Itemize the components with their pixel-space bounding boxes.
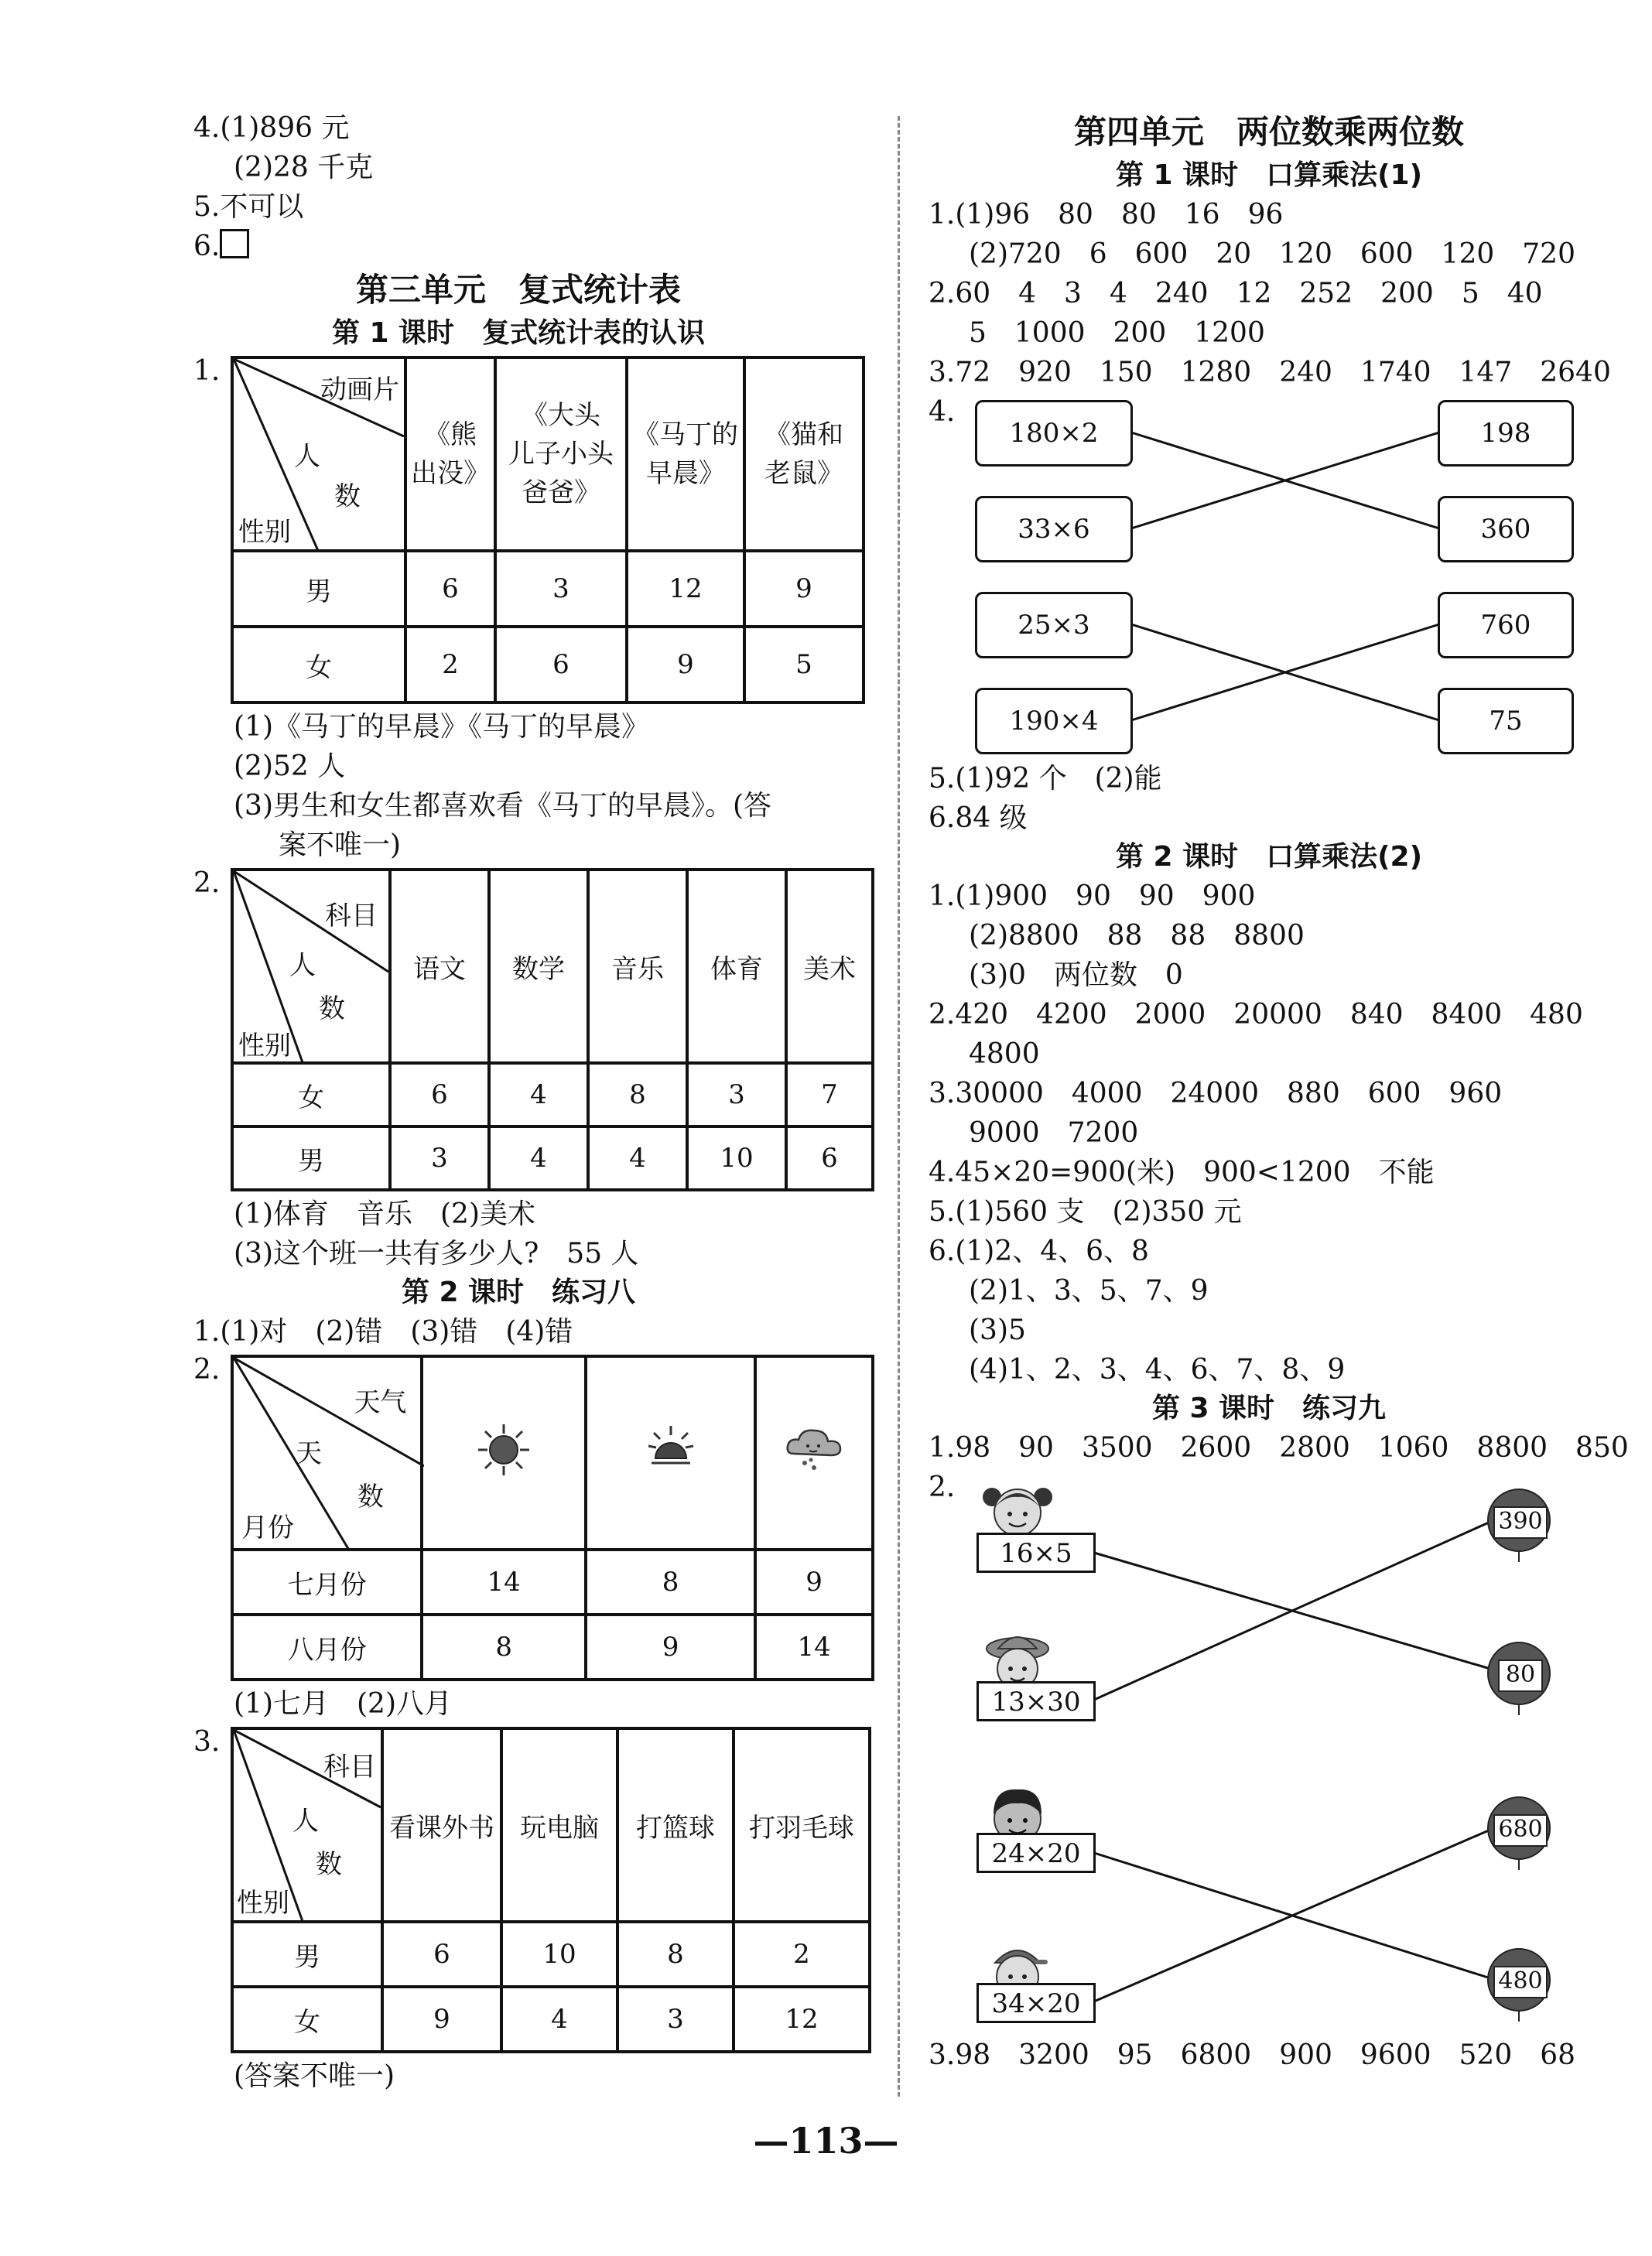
unit-title: 第三单元 复式统计表 xyxy=(355,271,681,309)
table-cell: 14 xyxy=(755,1615,873,1680)
header-label: 天气 xyxy=(354,1387,407,1418)
header-label: 数 xyxy=(319,993,345,1024)
column-header: 玩电脑 xyxy=(501,1728,617,1922)
table-cell: 4 xyxy=(588,1126,687,1190)
answer-line: 4.45×20=900(米) 900<1200 不能 xyxy=(929,1157,1435,1188)
answer-line: (1)体育 音乐 (2)美术 xyxy=(234,1198,535,1230)
answer-line: (2)28 千克 xyxy=(234,152,374,183)
row-label: 女 xyxy=(232,627,405,702)
table-cell: 5 xyxy=(744,627,864,702)
answer-line: 5.(1)92 个 (2)能 xyxy=(929,763,1162,795)
table-row xyxy=(232,1987,870,2052)
column-header: 打篮球 xyxy=(617,1728,734,1922)
unit-title: 第四单元 两位数乘两位数 xyxy=(1073,113,1464,151)
answer-line: 4800 xyxy=(969,1038,1040,1070)
table-cell: 12 xyxy=(734,1987,870,2052)
row-label: 男 xyxy=(232,551,405,627)
answer-line: 3.72 920 150 1280 240 1740 147 2640 xyxy=(929,357,1611,388)
header-label: 性别 xyxy=(237,1888,289,1919)
empty-box-icon xyxy=(220,229,249,258)
expression-box: 190×4 xyxy=(975,688,1133,754)
table-cell: 6 xyxy=(495,627,627,702)
table-row xyxy=(232,627,864,702)
header-label: 天 xyxy=(296,1438,322,1469)
column-header: 《猫和 老鼠》 xyxy=(744,357,864,551)
answer-line: 3.30000 4000 24000 880 600 960 xyxy=(929,1078,1503,1109)
answer-line: 1.(1)96 80 80 16 96 xyxy=(929,199,1284,231)
expression-box: 24×20 xyxy=(976,1833,1096,1873)
answer-line: (2)8800 88 88 8800 xyxy=(969,920,1305,952)
column-header: 《马丁的 早晨》 xyxy=(627,357,744,551)
header-label: 数 xyxy=(316,1849,342,1880)
expression-box: 34×20 xyxy=(976,1983,1096,2023)
answer-line: 案不唯一) xyxy=(279,829,402,861)
table-cell: 6 xyxy=(405,551,495,627)
balloon-number: 390 xyxy=(1493,1506,1548,1539)
answer-line: (3)男生和女生都喜欢看《马丁的早晨》。(答 xyxy=(234,790,772,822)
column-header: 看课外书 xyxy=(382,1728,501,1922)
table-cell: 10 xyxy=(501,1922,617,1987)
table-cell: 8 xyxy=(586,1550,755,1615)
question-number: 2. xyxy=(929,1472,956,1503)
table-cell: 14 xyxy=(422,1550,586,1615)
row-label: 七月份 xyxy=(232,1550,422,1615)
answer-line: (3)0 两位数 0 xyxy=(969,959,1183,991)
header-label: 数 xyxy=(334,481,361,512)
lesson-title: 第 1 课时 口算乘法(1) xyxy=(1115,159,1423,191)
right-column xyxy=(929,108,1629,2075)
header-label: 动画片 xyxy=(320,374,399,405)
expression-box: 13×30 xyxy=(976,1681,1096,1721)
expression-box: 33×6 xyxy=(975,496,1133,562)
answer-line: (4)1、2、3、4、6、7、8、9 xyxy=(969,1354,1346,1386)
header-label: 人 xyxy=(294,441,320,472)
table-cell: 3 xyxy=(495,551,627,627)
weather-column xyxy=(755,1356,873,1550)
header-label: 科目 xyxy=(323,1752,376,1783)
answer-line: 6.(1)2、4、6、8 xyxy=(929,1236,1149,1267)
expression-box: 180×2 xyxy=(975,400,1133,467)
table-cell: 8 xyxy=(422,1615,586,1680)
table-cell: 3 xyxy=(390,1126,489,1190)
header-label: 数 xyxy=(357,1482,384,1513)
answer-line xyxy=(193,227,874,266)
weather-column xyxy=(586,1356,755,1550)
lesson-title: 第 2 课时 练习八 xyxy=(401,1277,636,1308)
header-label: 性别 xyxy=(238,1031,291,1061)
diagonal-header xyxy=(232,1728,382,1922)
table-cell: 2 xyxy=(734,1922,870,1987)
balloon-number: 480 xyxy=(1493,1966,1548,1998)
table-cell: 9 xyxy=(586,1615,755,1680)
result-box: 760 xyxy=(1438,592,1574,658)
result-box: 75 xyxy=(1438,688,1574,754)
balloon xyxy=(1486,1947,1552,2022)
header-label: 科目 xyxy=(325,901,378,931)
stat-table-1 xyxy=(193,356,874,704)
answer-line: (2)52 人 xyxy=(234,750,346,782)
header-label: 人 xyxy=(292,1806,319,1837)
row-label: 男 xyxy=(232,1126,390,1190)
table-cell: 2 xyxy=(405,627,495,702)
table-cell: 8 xyxy=(588,1063,687,1126)
result-box: 198 xyxy=(1438,400,1574,467)
column-header: 《熊 出没》 xyxy=(405,357,495,551)
balloon-number: 80 xyxy=(1498,1660,1543,1692)
sun-icon xyxy=(477,1423,531,1477)
table-cell: 12 xyxy=(627,551,744,627)
table-cell: 9 xyxy=(755,1550,873,1615)
matching-exercise-1 xyxy=(929,392,1609,748)
table-cell: 10 xyxy=(687,1126,786,1190)
table-cell: 3 xyxy=(617,1987,734,2052)
table-row xyxy=(232,551,864,627)
question-number: 2. xyxy=(193,1354,221,1386)
answer-line: 4.(1)896 元 xyxy=(193,112,350,144)
answer-line: (3)5 xyxy=(969,1314,1026,1346)
diagonal-header xyxy=(232,870,390,1063)
rain-cloud-icon xyxy=(783,1423,845,1477)
answer-line: 2.60 4 3 4 240 12 252 200 5 40 xyxy=(929,278,1543,309)
row-label: 男 xyxy=(232,1922,382,1987)
balloon xyxy=(1486,1641,1552,1715)
diagonal-header xyxy=(232,1356,422,1550)
lesson-title: 第 1 课时 复式统计表的认识 xyxy=(331,317,706,349)
answer-line: (2)720 6 600 20 120 600 120 720 xyxy=(969,238,1575,270)
column-header: 美术 xyxy=(786,870,873,1063)
column-header: 语文 xyxy=(390,870,489,1063)
table-cell: 9 xyxy=(627,627,744,702)
answer-line: 9000 7200 xyxy=(969,1117,1139,1149)
table-cell: 3 xyxy=(687,1063,786,1126)
answer-line: (3)这个班一共有多少人? 55 人 xyxy=(234,1238,639,1270)
balloon xyxy=(1486,1488,1552,1562)
table-row xyxy=(232,1550,873,1615)
lesson-title: 第 3 课时 练习九 xyxy=(1151,1393,1387,1424)
hazy-sun-icon xyxy=(644,1423,698,1477)
answer-line: 3.98 3200 95 6800 900 9600 520 68 xyxy=(929,2039,1576,2071)
question-number: 3. xyxy=(193,1726,221,1758)
answer-number: 6. xyxy=(193,231,221,262)
diagonal-header xyxy=(232,357,405,551)
table-cell: 8 xyxy=(617,1922,734,1987)
column-divider xyxy=(898,116,900,2097)
answer-line: 1.98 90 3500 2600 2800 1060 8800 850 xyxy=(929,1432,1629,1464)
table-cell: 9 xyxy=(382,1987,501,2052)
table-cell: 4 xyxy=(489,1063,588,1126)
table-cell: 4 xyxy=(489,1126,588,1190)
stat-table-3 xyxy=(193,1355,874,1681)
answer-line: (2)1、3、5、7、9 xyxy=(969,1275,1209,1307)
table-cell: 7 xyxy=(786,1063,873,1126)
answer-line: 1.(1)对 (2)错 (3)错 (4)错 xyxy=(193,1316,573,1348)
table-cell: 6 xyxy=(786,1126,873,1190)
column-header: 《大头 儿子小头 爸爸》 xyxy=(495,357,627,551)
answer-line: (答案不唯一) xyxy=(234,2060,395,2092)
answer-line: 6.84 级 xyxy=(929,802,1028,834)
column-header: 数学 xyxy=(489,870,588,1063)
table-cell: 6 xyxy=(390,1063,489,1126)
column-header: 体育 xyxy=(687,870,786,1063)
answer-line: 5.不可以 xyxy=(193,191,304,223)
header-label: 人 xyxy=(289,950,316,981)
table-cell: 9 xyxy=(744,551,864,627)
row-label: 八月份 xyxy=(232,1615,422,1680)
table-cell: 4 xyxy=(501,1987,617,2052)
answer-line: 5 1000 200 1200 xyxy=(969,317,1265,349)
lesson-title: 第 2 课时 口算乘法(2) xyxy=(1115,841,1423,873)
header-label: 月份 xyxy=(241,1513,294,1543)
stat-table-4 xyxy=(193,1727,874,2053)
header-label: 性别 xyxy=(238,517,291,548)
matching-exercise-2 xyxy=(929,1468,1609,2025)
column-header: 打羽毛球 xyxy=(734,1728,870,1922)
table-row xyxy=(232,1922,870,1987)
answer-line: 2.420 4200 2000 20000 840 8400 480 xyxy=(929,999,1583,1031)
row-label: 女 xyxy=(232,1063,390,1126)
column-header: 音乐 xyxy=(588,870,687,1063)
balloon xyxy=(1486,1796,1552,1870)
left-column xyxy=(193,108,874,2096)
answer-line: 5.(1)560 支 (2)350 元 xyxy=(929,1196,1242,1228)
answer-line: 1.(1)900 90 90 900 xyxy=(929,880,1256,912)
balloon-number: 680 xyxy=(1493,1814,1548,1847)
answer-line: (1)《马丁的早晨》《马丁的早晨》 xyxy=(234,711,649,743)
answer-line: (1)七月 (2)八月 xyxy=(234,1688,452,1720)
question-number: 4. xyxy=(929,396,956,428)
row-label: 女 xyxy=(232,1987,382,2052)
table-row xyxy=(232,1615,873,1680)
result-box: 360 xyxy=(1438,496,1574,562)
weather-column xyxy=(422,1356,586,1550)
question-number: 1. xyxy=(193,355,221,387)
table-cell: 6 xyxy=(382,1922,501,1987)
question-number: 2. xyxy=(193,867,221,899)
table-row xyxy=(232,1063,873,1126)
page-number: —113— xyxy=(753,2120,899,2162)
stat-table-2 xyxy=(193,868,874,1191)
expression-box: 16×5 xyxy=(976,1533,1096,1573)
expression-box: 25×3 xyxy=(975,592,1133,658)
table-row xyxy=(232,1126,873,1190)
